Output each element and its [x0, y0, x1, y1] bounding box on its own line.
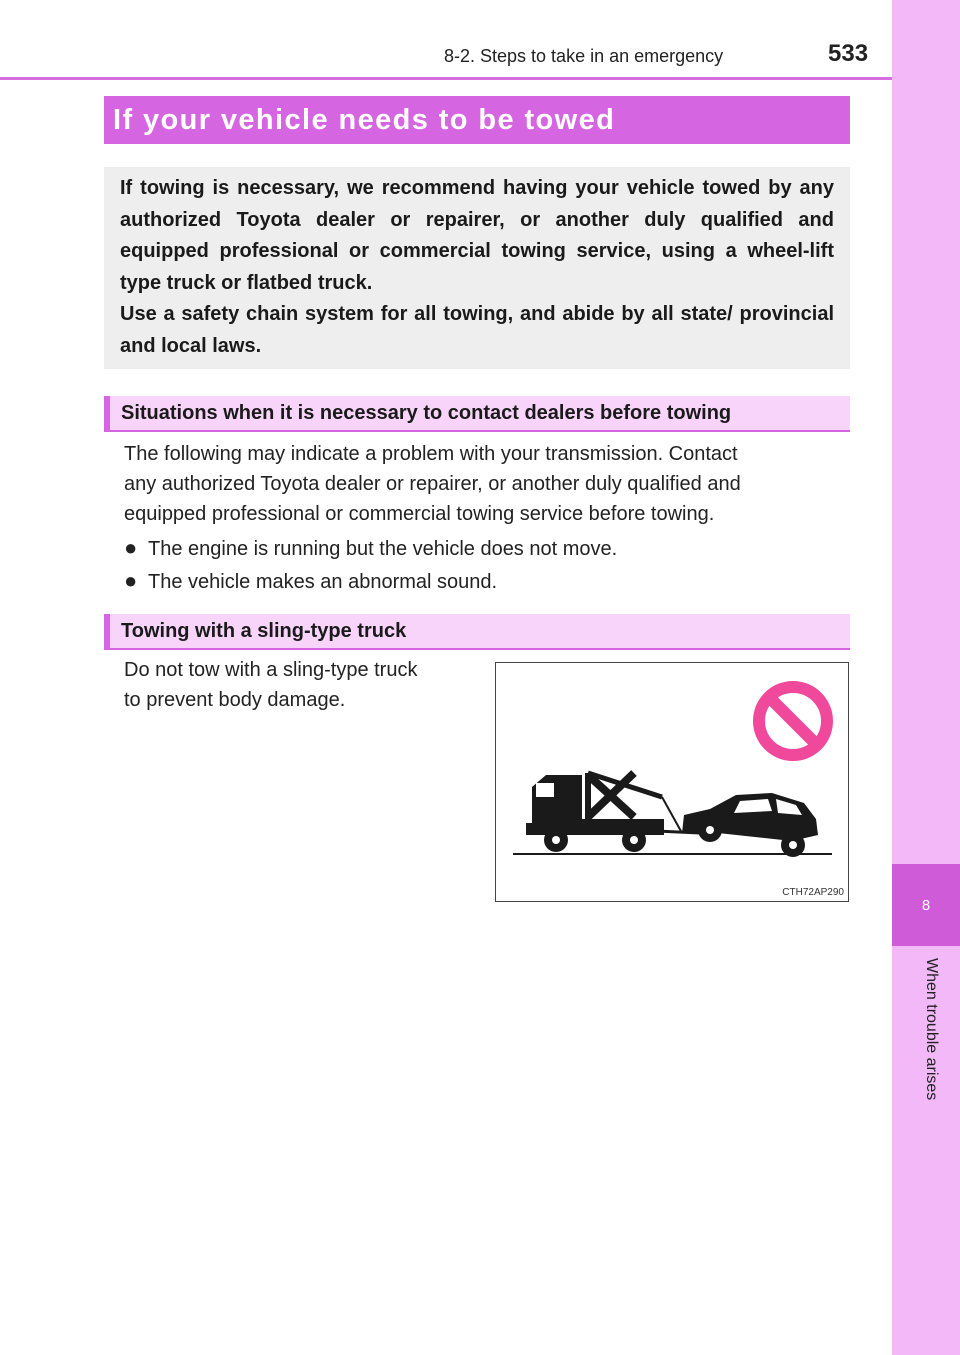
section1-body-line: any authorized Toyota dealer or repairer, or another duly qualified and	[124, 473, 741, 495]
page-title: If your vehicle needs to be towed	[113, 103, 616, 136]
section2-body	[124, 655, 484, 715]
bullet-icon: ●	[124, 535, 138, 560]
header-divider	[0, 77, 892, 80]
bullet-icon: ●	[124, 568, 138, 593]
section-path: 8-2. Steps to take in an emergency	[444, 46, 724, 66]
page-title-bar	[104, 96, 850, 144]
tow-illustration-svg	[496, 663, 848, 901]
bullet-text: The engine is running but the vehicle does not move.	[148, 538, 618, 560]
section-heading-dealers-text: Situations when it is necessary to contact dealers before towing	[121, 401, 732, 424]
intro-paragraph-2: Use a safety chain system for all towing, and abide by all state/ provincial and local laws.	[120, 303, 834, 357]
section-heading-dealers	[104, 396, 850, 432]
bullet-text: The vehicle makes an abnormal sound.	[148, 571, 498, 593]
towed-car-icon	[682, 793, 818, 857]
page-number: 533	[828, 40, 869, 67]
section2-body-line: Do not tow with a sling-type truck	[124, 659, 418, 681]
section1-body	[124, 439, 864, 529]
bullet-item	[124, 568, 497, 594]
intro-box	[104, 167, 850, 369]
section2-body-line: to prevent body damage.	[124, 689, 346, 711]
section-heading-sling-text: Towing with a sling-type truck	[121, 619, 407, 642]
bullet-item	[124, 535, 617, 561]
sling-truck-illustration	[495, 662, 849, 902]
section1-body-line: The following may indicate a problem with your transmission. Contact	[124, 443, 738, 465]
chapter-title: When trouble arises	[923, 958, 940, 1101]
section-heading-sling	[104, 614, 850, 650]
side-tab	[892, 0, 960, 1355]
figure-code: CTH72AP290	[782, 887, 844, 898]
section1-body-line: equipped professional or commercial towing service before towing.	[124, 503, 715, 525]
prohibition-icon	[759, 687, 827, 755]
chapter-number: 8	[921, 896, 931, 914]
intro-paragraph-1: If towing is necessary, we recommend having your vehicle towed by any authorized Toyota dealer or repairer, or another duly qualified and equipped professional or commercial towing service, using a wheel-lift type truck or flatbed truck.	[120, 177, 834, 294]
chapter-number-box	[892, 864, 960, 946]
intro-text	[120, 173, 834, 362]
tow-truck-icon	[526, 773, 700, 852]
